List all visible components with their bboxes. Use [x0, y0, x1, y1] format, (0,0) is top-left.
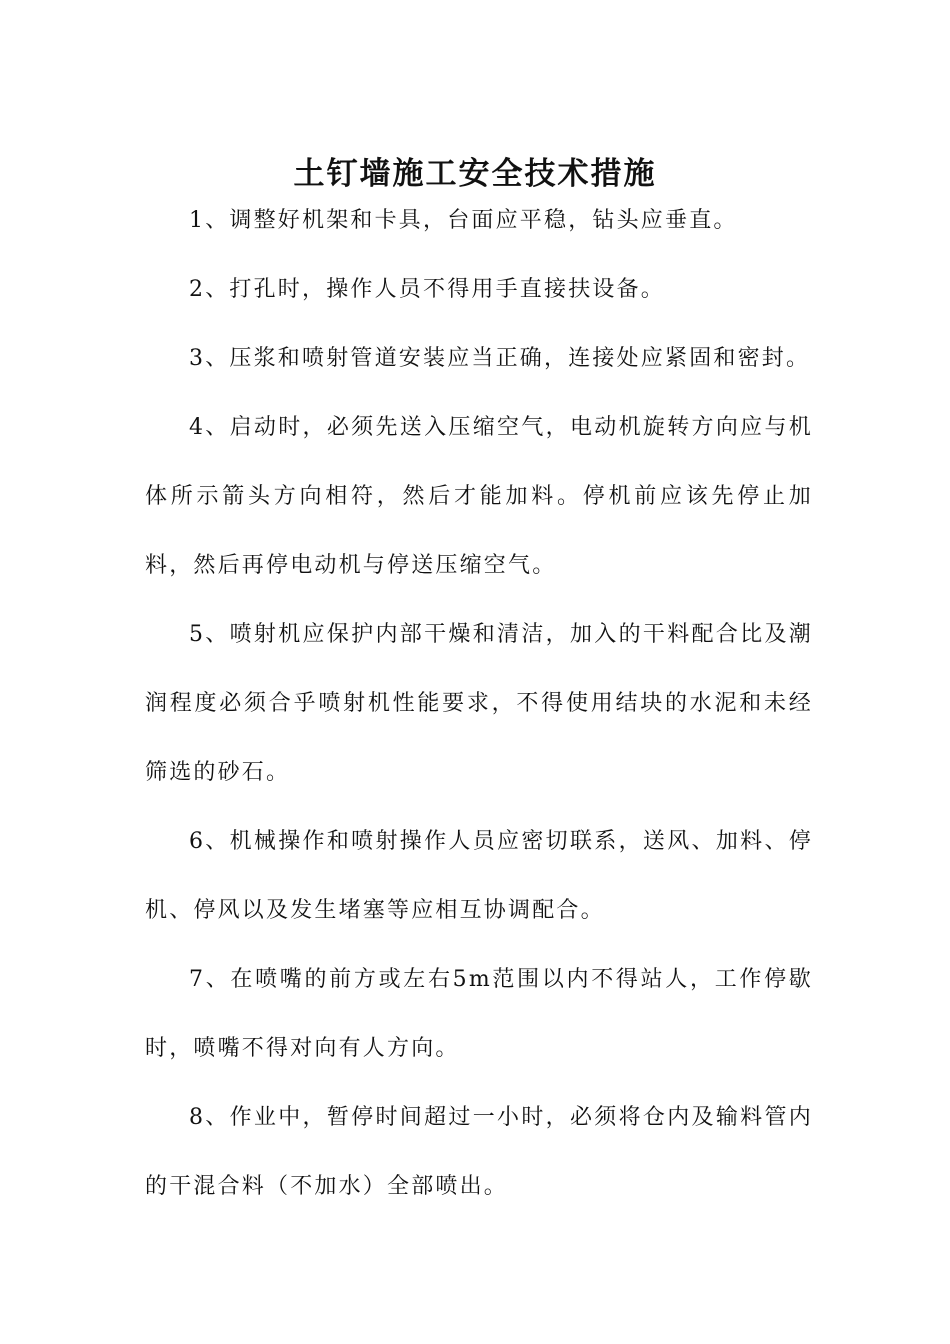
- measure-item-4: 4、启动时，必须先送入压缩空气，电动机旋转方向应与机体所示箭头方向相符，然后才能加料。停机前应该先停止加料，然后再停电动机与停送压缩空气。: [145, 415, 813, 578]
- measure-item-1: 1、调整好机架和卡具，台面应平稳，钻头应垂直。: [189, 208, 738, 233]
- measure-item-6: 6、机械操作和喷射操作人员应密切联系，送风、加料、停机、停风以及发生堵塞等应相互协调配合。: [145, 829, 813, 923]
- measure-item-3: 3、压浆和喷射管道安装应当正确，连接处应紧固和密封。: [189, 346, 811, 371]
- measure-item-2: 2、打孔时，操作人员不得用手直接扶设备。: [189, 277, 665, 302]
- measure-item-7: 7、在喷嘴的前方或左右5m范围以内不得站人，工作停歇时，喷嘴不得对向有人方向。: [145, 967, 813, 1061]
- measure-item-5: 5、喷射机应保护内部干燥和清洁，加入的干料配合比及潮润程度必须合乎喷射机性能要求，不得使用结块的水泥和未经筛选的砂石。: [145, 622, 813, 785]
- document-title: 土钉墙施工安全技术措施: [293, 155, 657, 192]
- measure-item-8: 8、作业中，暂停时间超过一小时，必须将仓内及输料管内的干混合料（不加水）全部喷出。: [145, 1105, 813, 1199]
- document-body: [145, 186, 813, 1221]
